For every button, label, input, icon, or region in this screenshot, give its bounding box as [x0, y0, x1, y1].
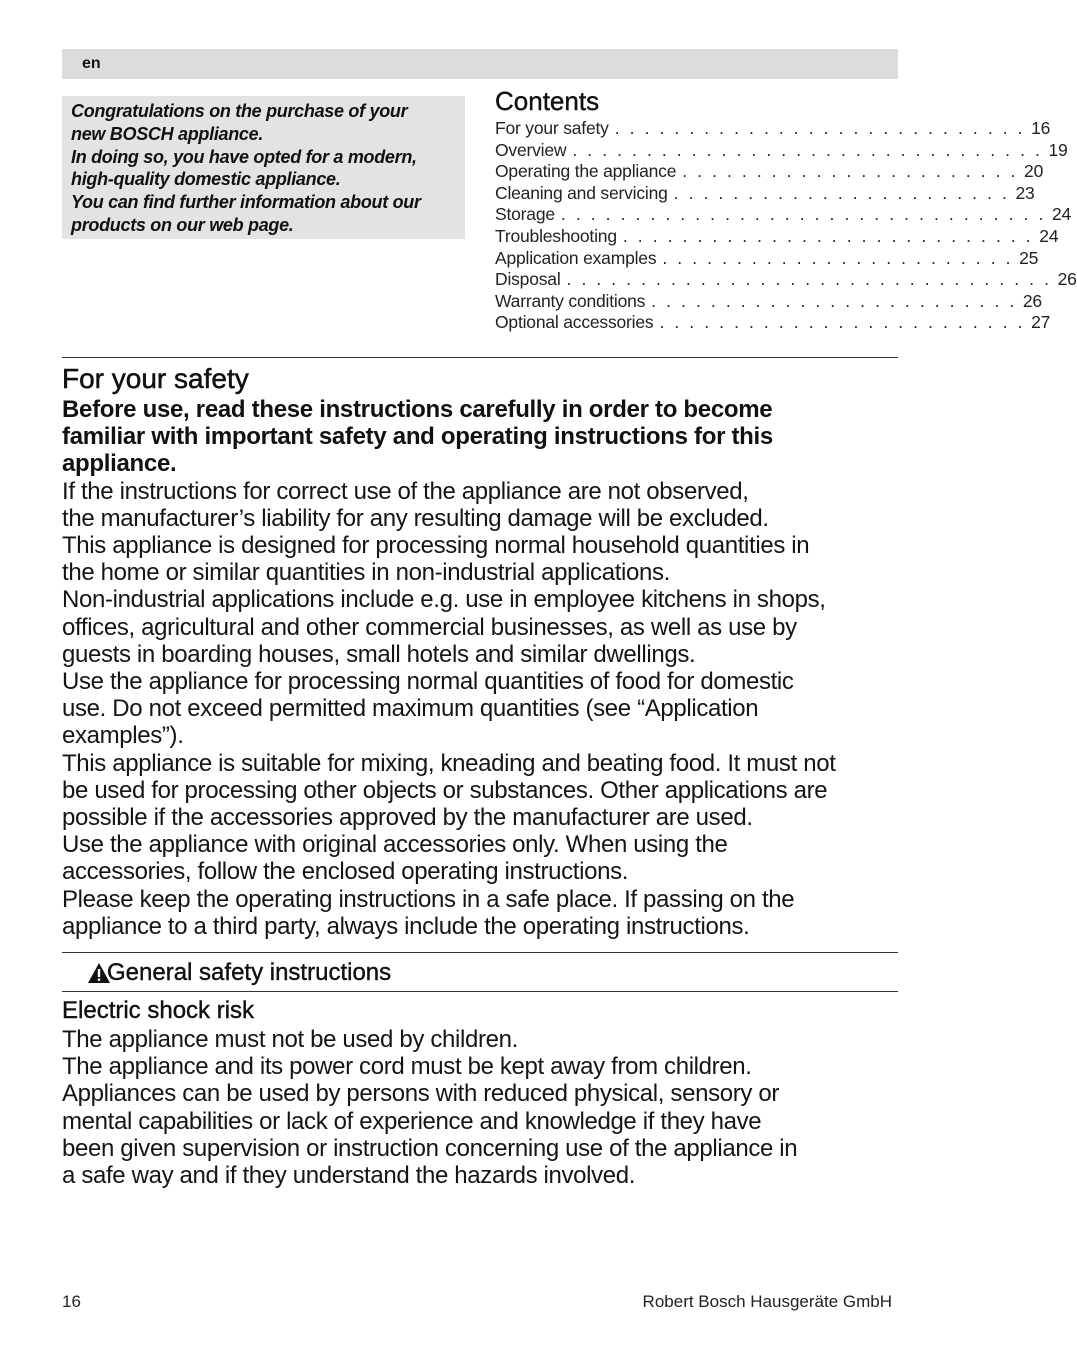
safety-body-line: offices, agricultural and other commercial businesses, as well as use by [62, 613, 797, 641]
toc-label: Warranty conditions [495, 290, 646, 311]
toc-page: 24 [1051, 204, 1072, 225]
safety-lead-line: Before use, read these instructions carefully in order to become [62, 396, 773, 423]
language-code: en [82, 55, 101, 72]
toc-leader: . . . . . . . . . . . . . . . . . . . . . . . . . . . . [614, 118, 1026, 138]
safety-body-line: possible if the accessories approved by the manufacturer are used. [62, 804, 753, 832]
toc-label: Optional accessories [495, 312, 654, 333]
toc-page: 25 [1019, 247, 1039, 268]
safety-body-line: If the instructions for correct use of the appliance are not observed, [62, 477, 749, 505]
electric-shock-section [62, 996, 902, 1189]
toc-entry[interactable] [495, 182, 1035, 205]
toc-leader: . . . . . . . . . . . . . . . . . . . . . . . . . . . . [622, 225, 1034, 246]
intro-line: high-quality domestic appliance. [71, 169, 341, 190]
company-name: Robert Bosch Hausgeräte GmbH [642, 1292, 892, 1311]
safety-section [62, 362, 902, 940]
toc-label: Troubleshooting [495, 225, 617, 246]
toc-label: Application examples [495, 247, 657, 268]
toc-leader: . . . . . . . . . . . . . . . . . . . . . . . [682, 161, 1019, 182]
toc-leader: . . . . . . . . . . . . . . . . . . . . . . . [673, 182, 1010, 203]
toc-entry[interactable] [495, 269, 1077, 291]
electric-shock-title: Electric shock risk [62, 997, 255, 1024]
toc-page: 19 [1048, 139, 1068, 160]
toc-entry[interactable] [495, 312, 1051, 334]
intro-line: You can find further information about our [71, 192, 421, 213]
safety-body-line: Use the appliance with original accessories only. When using the [62, 831, 728, 859]
toc-entry[interactable] [495, 204, 1072, 226]
toc-leader: . . . . . . . . . . . . . . . . . . . . . . . . . [651, 290, 1017, 311]
toc-label: Disposal [495, 269, 561, 290]
toc-page: 26 [1022, 290, 1042, 311]
safety-lead-line: appliance. [62, 450, 177, 478]
toc-page: 23 [1015, 182, 1035, 203]
section-divider [62, 357, 898, 358]
toc-label: Storage [495, 204, 555, 225]
shock-body-line: The appliance and its power cord must be kept away from children. [62, 1053, 752, 1081]
safety-body-line: be used for processing other objects or substances. Other applications are [62, 776, 828, 804]
safety-body-line: Use the appliance for processing normal quantities of food for domestic [62, 668, 794, 696]
toc-entry[interactable] [495, 247, 1039, 270]
table-of-contents [495, 84, 1077, 334]
shock-body-line: mental capabilities or lack of experience and knowledge if they have [62, 1107, 762, 1135]
toc-leader: . . . . . . . . . . . . . . . . . . . . . . . . . . . . . . . . . [560, 204, 1046, 225]
toc-label: Operating the appliance [495, 161, 677, 182]
toc-leader: . . . . . . . . . . . . . . . . . . . . . . . . . [659, 312, 1026, 333]
toc-leader: . . . . . . . . . . . . . . . . . . . . . . . . . . . . . . . . . [566, 269, 1052, 290]
intro-line: Congratulations on the purchase of your [71, 101, 408, 121]
safety-body-line: Non-industrial applications include e.g. use in employee kitchens in shops, [62, 586, 826, 614]
page-number: 16 [62, 1292, 81, 1311]
shock-body-line: The appliance must not be used by children. [62, 1026, 518, 1053]
safety-body-line: the manufacturer’s liability for any resulting damage will be excluded. [62, 504, 769, 532]
safety-body-line: the home or similar quantities in non-industrial applications. [62, 559, 670, 587]
toc-entry[interactable] [495, 290, 1042, 313]
intro-line: products on our web page. [71, 214, 294, 235]
general-divider-bottom [62, 991, 898, 992]
toc-page: 16 [1031, 118, 1051, 138]
toc-entry[interactable] [495, 225, 1059, 248]
safety-body-line: This appliance is suitable for mixing, kneading and beating food. It must not [62, 749, 836, 777]
contents-title: Contents [495, 86, 600, 116]
safety-body-line: guests in boarding houses, small hotels and similar dwellings. [62, 640, 696, 668]
language-header-bar [62, 49, 898, 79]
toc-label: Overview [495, 139, 567, 160]
safety-body-line: accessories, follow the enclosed operating instructions. [62, 858, 629, 886]
intro-line: new BOSCH appliance. [71, 123, 264, 144]
safety-body-line: examples”). [62, 722, 184, 750]
safety-body-line: use. Do not exceed permitted maximum quantities (see “Application [62, 695, 759, 723]
safety-body-line: appliance to a third party, always include the operating instructions. [62, 912, 750, 940]
toc-page: 27 [1031, 312, 1051, 333]
shock-body-line: a safe way and if they understand the hazards involved. [62, 1162, 636, 1190]
shock-body-line: been given supervision or instruction concerning use of the appliance in [62, 1134, 798, 1162]
shock-body-line: Appliances can be used by persons with reduced physical, sensory or [62, 1080, 779, 1108]
safety-title: For your safety [62, 363, 249, 394]
toc-label: For your safety [495, 118, 609, 138]
intro-box [62, 96, 465, 239]
toc-page: 26 [1057, 269, 1077, 290]
toc-page: 20 [1024, 161, 1044, 182]
toc-page: 24 [1039, 225, 1059, 246]
toc-leader: . . . . . . . . . . . . . . . . . . . . . . . . [662, 247, 1014, 268]
toc-entry[interactable] [495, 118, 1051, 140]
general-safety-title: General safety instructions [107, 959, 392, 986]
toc-leader: . . . . . . . . . . . . . . . . . . . . . . . . . . . . . . . . [572, 139, 1043, 160]
toc-entry[interactable] [495, 161, 1044, 183]
toc-label: Cleaning and servicing [495, 182, 668, 203]
safety-body-line: This appliance is designed for processing normal household quantities in [62, 532, 810, 560]
general-safety-heading [62, 956, 898, 990]
safety-lead-line: familiar with important safety and operating instructions for this [62, 423, 773, 451]
safety-body-line: Please keep the operating instructions in a safe place. If passing on the [62, 885, 795, 913]
general-divider-top [62, 952, 898, 953]
toc-entry[interactable] [495, 139, 1068, 162]
intro-line: In doing so, you have opted for a modern, [71, 146, 417, 167]
